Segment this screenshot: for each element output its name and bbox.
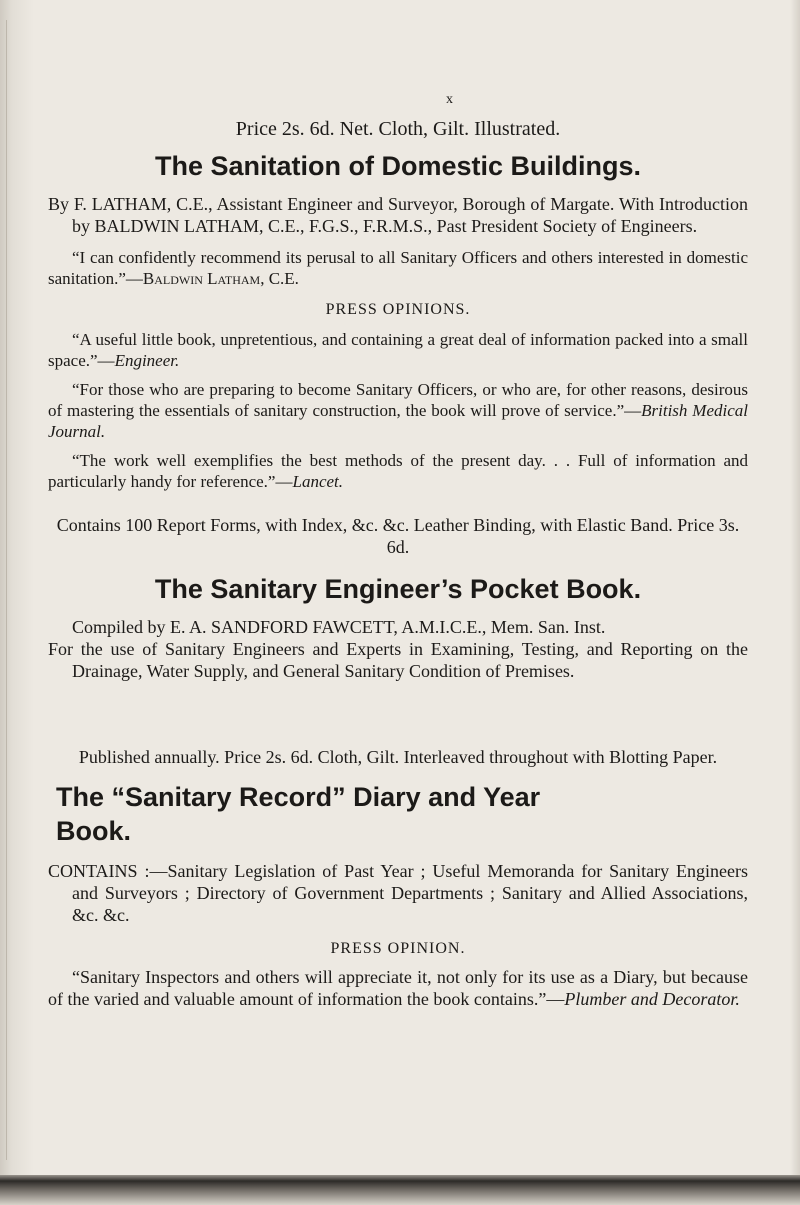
ad3-title-line-2: Book. xyxy=(56,816,132,846)
ad1-opinion-1: “A useful little book, unpretentious, and containing a great deal of information packed into a small space.”—Engineer. xyxy=(48,330,748,370)
ad2-compiled-by: Compiled by E. A. SANDFORD FAWCETT, A.M.I.C.E., Mem. San. Inst. xyxy=(72,617,606,637)
ad1-opinion-1-source: Engineer. xyxy=(114,351,180,370)
page-right-edge xyxy=(790,0,800,1205)
ad1-endorsement xyxy=(48,247,748,289)
ad2-title: The Sanitary Engineer’s Pocket Book. xyxy=(154,574,642,604)
ad1-endorsement-author: Baldwin Latham, C.E. xyxy=(142,269,299,288)
ad3-opinion: “Sanitary Inspectors and others will appreciate it, not only for its use as a Diary, but because of the varied and valuable amount of information the book contains.”—Plumber and Decorator. xyxy=(48,967,748,1009)
ad3-title-line-1: The “Sanitary Record” Diary and Year xyxy=(56,782,541,812)
ad3-press-heading: PRESS OPINION. xyxy=(330,940,466,957)
ad1-byline: By F. LATHAM, C.E., Assistant Engineer and Surveyor, Borough of Margate. With Introduction by BALDWIN LATHAM, C.E., F.G.S., F.R.M.S., Past President Society of Engineers. xyxy=(48,194,748,236)
ad1-opinion-3: “The work well exemplifies the best methods of the present day. . . Full of information and particularly handy for reference.”—Lancet. xyxy=(48,451,748,491)
ad1-opinion-3-source: Lancet. xyxy=(292,472,344,491)
ad1-title: The Sanitation of Domestic Buildings. xyxy=(154,151,642,181)
ad3-intro: Published annually. Price 2s. 6d. Cloth, Gilt. Interleaved throughout with Blotting Paper. xyxy=(78,747,718,767)
ad1-price-line: Price 2s. 6d. Net. Cloth, Gilt. Illustrated. xyxy=(235,118,561,140)
ad1-opinion-2-source: British Medical Journal. xyxy=(48,401,749,441)
page-gutter-shadow xyxy=(0,0,34,1205)
ad-sanitary-record-diary xyxy=(48,746,748,1010)
ad3-contents: CONTAINS :—Sanitary Legislation of Past Year ; Useful Memoranda for Sanitary Engineers and Surveyors ; Directory of Government Departments ; Sanitary and Allied Associations, &c. &c. xyxy=(48,861,748,925)
ad1-endorsement-text: “I can confidently recommend its perusal to all Sanitary Officers and others interested in domestic sanitation.”— xyxy=(48,248,748,288)
page-bottom-edge xyxy=(0,1175,800,1205)
ad1-opinion-2: “For those who are preparing to become Sanitary Officers, or who are, for other reasons, desirous of mastering the essentials of sanitary construction, the book will prove of service.”—British Medical Journal. xyxy=(48,380,749,441)
page-number: x xyxy=(446,92,454,107)
ad2-intro: Contains 100 Report Forms, with Index, &c. &c. Leather Binding, with Elastic Band. Price 3s. 6d. xyxy=(56,515,740,557)
ad-sanitary-engineers-pocket-book xyxy=(48,514,748,682)
ad2-purpose: For the use of Sanitary Engineers and Experts in Examining, Testing, and Reporting on the Drainage, Water Supply, and General Sanitary Condition of Premises. xyxy=(48,639,748,681)
ad1-press-heading: PRESS OPINIONS. xyxy=(325,301,471,318)
ad3-opinion-source: Plumber and Decorator. xyxy=(564,989,740,1009)
ad-sanitation-domestic-buildings xyxy=(48,118,748,492)
